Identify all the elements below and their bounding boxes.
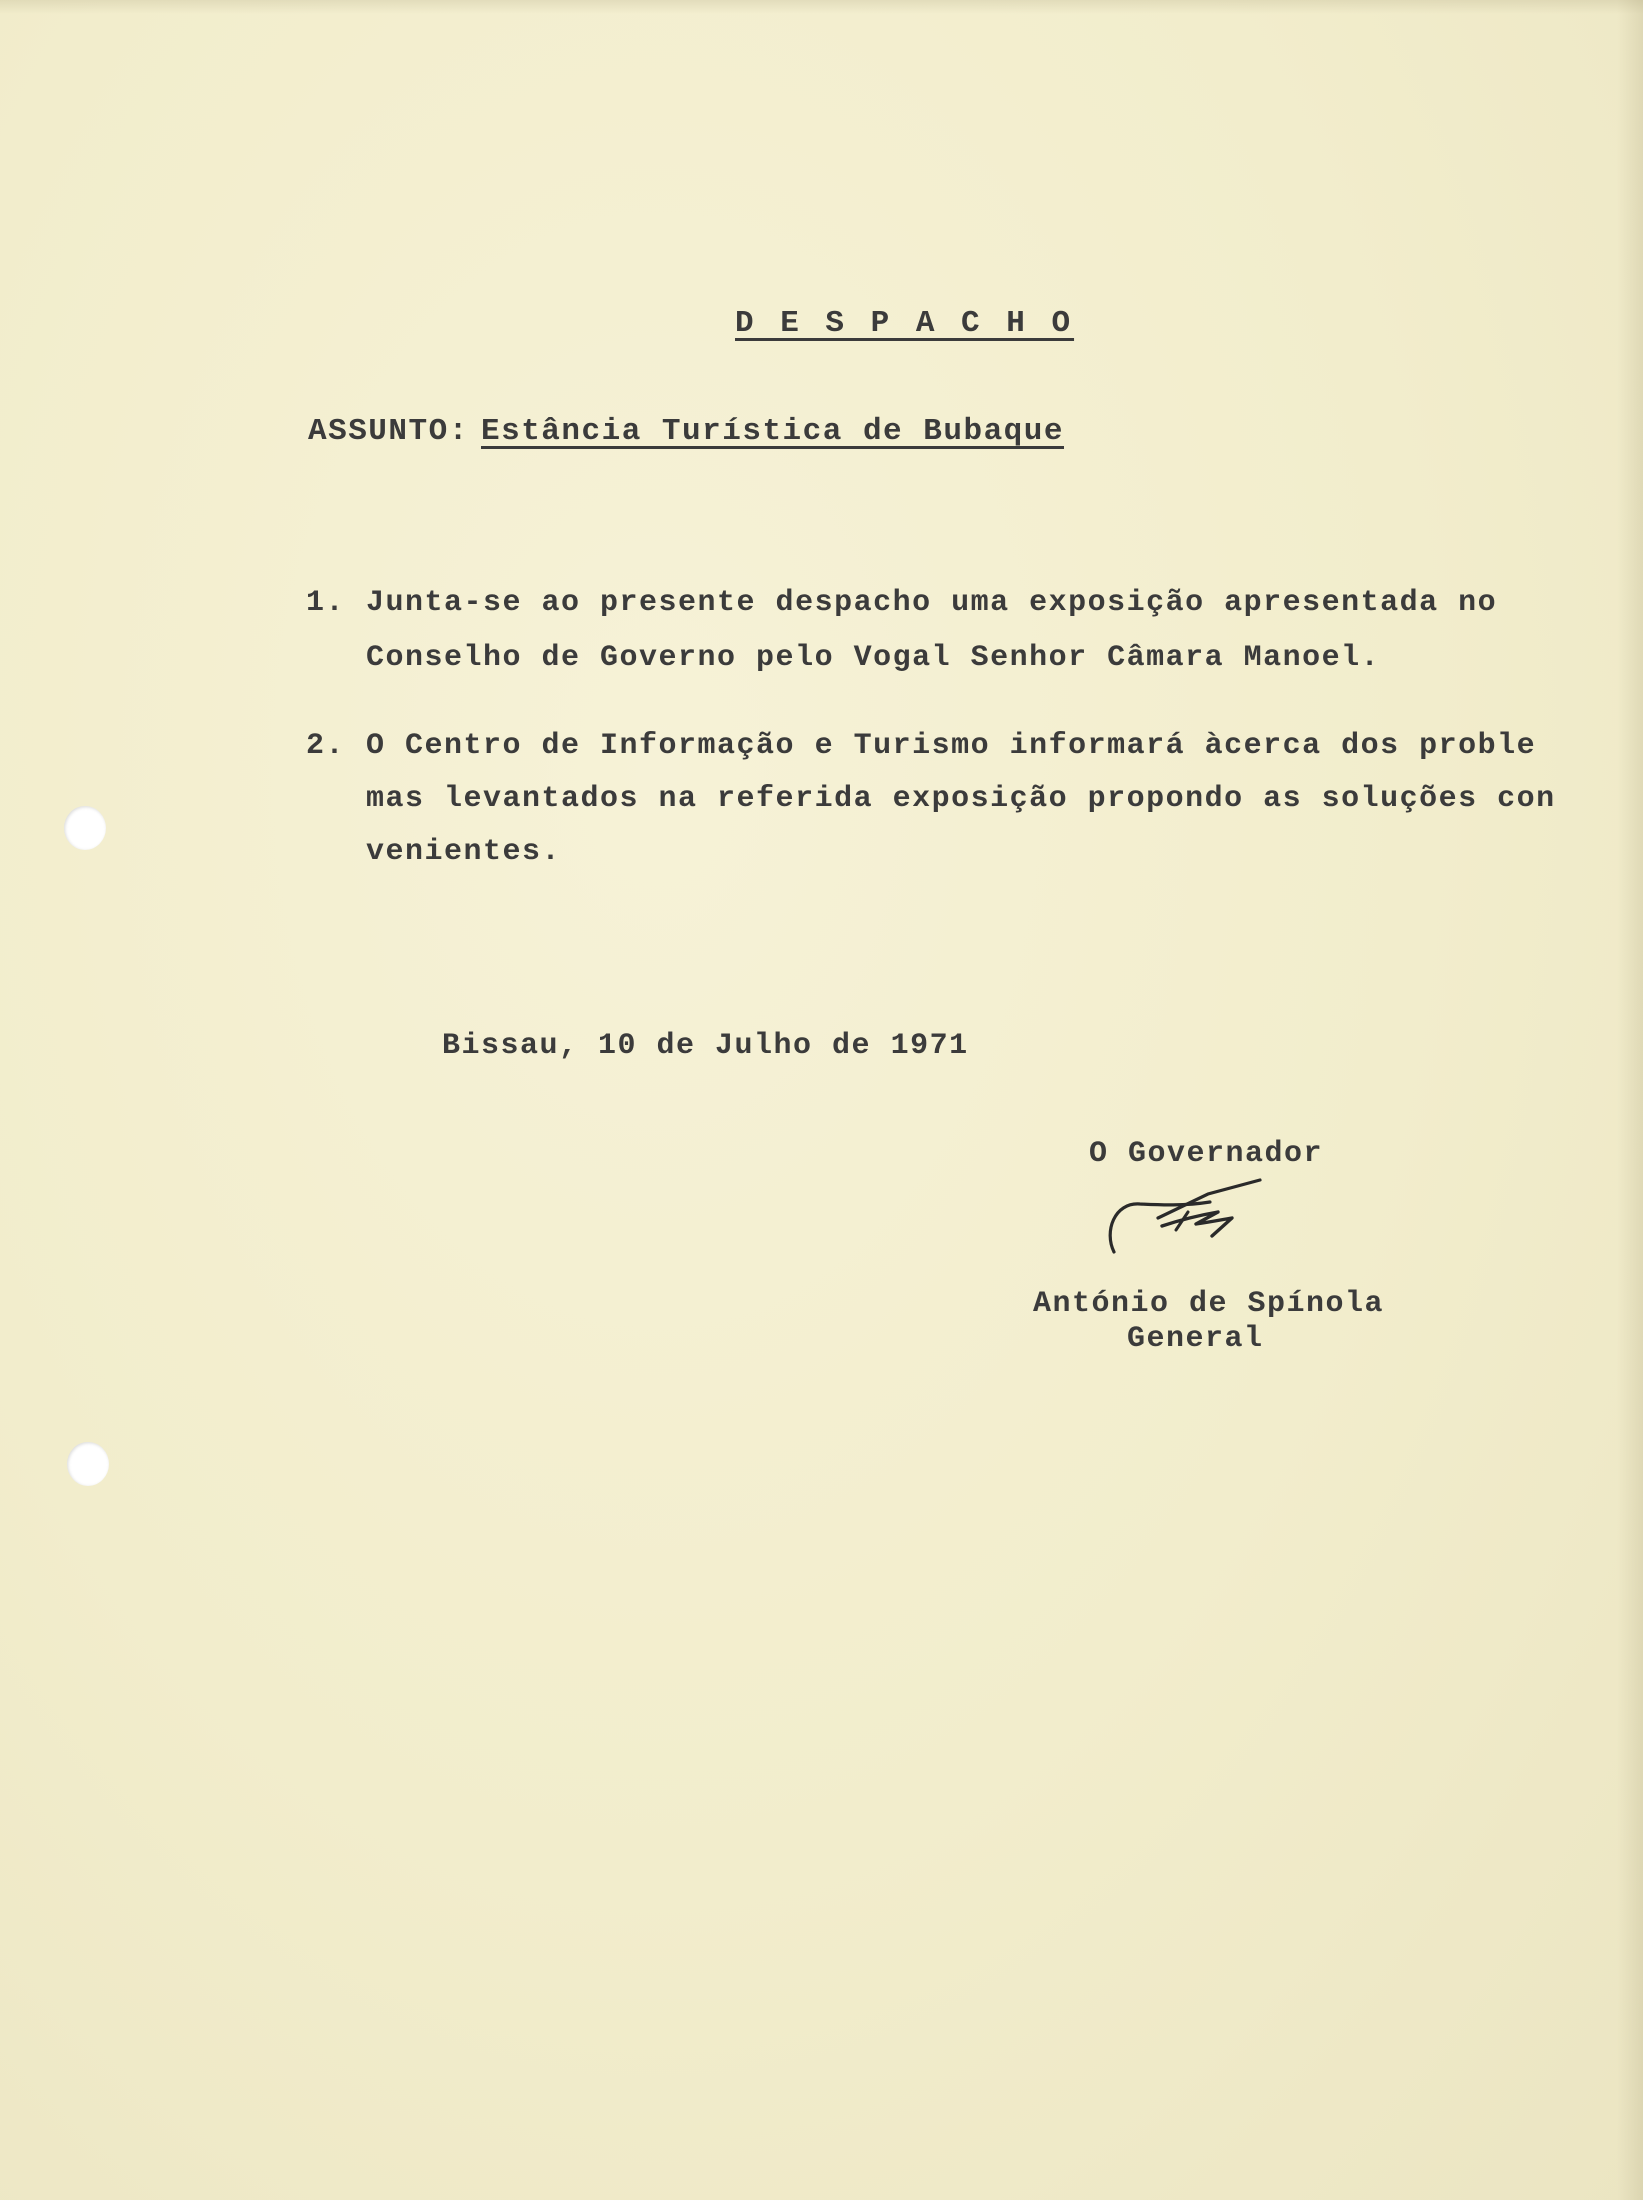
page-top-shadow: [0, 0, 1643, 14]
document-title: D E S P A C H O: [735, 306, 1075, 341]
item-2-line-3: venientes.: [366, 835, 562, 869]
signature-role: O Governador: [1089, 1137, 1324, 1171]
item-2-number: 2.: [306, 729, 346, 763]
item-1-line-1: Junta-se ao presente despacho uma exposição apresentada no: [366, 586, 1498, 620]
punch-hole-top: [64, 806, 106, 850]
subject-value: Estância Turística de Bubaque: [481, 414, 1064, 449]
signatory-rank: General: [1127, 1322, 1264, 1356]
subject-label: ASSUNTO:: [308, 414, 469, 449]
signatory-name: António de Spínola: [1033, 1287, 1385, 1321]
page-edge-shadow: [1617, 0, 1643, 2200]
item-1-number: 1.: [306, 586, 346, 620]
item-2-line-1: O Centro de Informação e Turismo informará àcerca dos proble: [366, 729, 1537, 763]
handwritten-signature: [1100, 1172, 1290, 1262]
item-1-line-2: Conselho de Governo pelo Vogal Senhor Câmara Manoel.: [366, 641, 1381, 675]
punch-hole-bottom: [67, 1442, 109, 1486]
item-2-line-2: mas levantados na referida exposição propondo as soluções con: [366, 782, 1556, 816]
place-date: Bissau, 10 de Julho de 1971: [442, 1029, 969, 1063]
